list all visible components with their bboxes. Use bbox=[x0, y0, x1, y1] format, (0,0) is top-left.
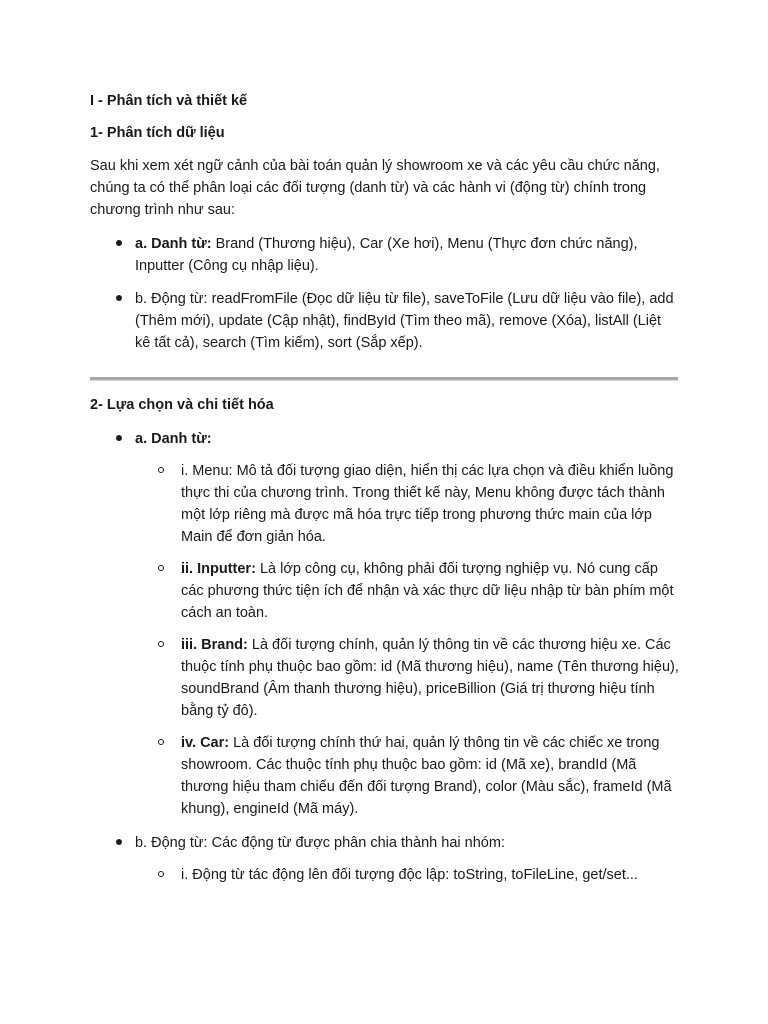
sublist-item-verbs-independent bbox=[181, 864, 681, 886]
sublist-item-car bbox=[181, 732, 681, 820]
sublist-item-brand bbox=[181, 634, 681, 722]
bullet-dot-icon bbox=[116, 240, 122, 246]
list-item-label: a. Danh từ: bbox=[135, 431, 212, 447]
bullet-circle-icon bbox=[158, 641, 164, 647]
section-heading-main: I - Phân tích và thiết kế bbox=[90, 93, 248, 109]
subsection-heading-analysis: 1- Phân tích dữ liệu bbox=[90, 125, 225, 141]
sublist-item-label: iv. Car: bbox=[181, 735, 230, 751]
sublist-item-text: i. Menu: Mô tả đối tượng giao diện, hiển thị các lựa chọn và điều khiển luồng thực thi của chương trình. Trong thiết kế này, Menu không được tách thành một lớp riêng mà được mã hóa trực tiếp trong phương thức main của lớp Main để đơn giản hóa. bbox=[181, 463, 674, 545]
intro-paragraph: Sau khi xem xét ngữ cảnh của bài toán quản lý showroom xe và các yêu cầu chức năng, chúng ta có thể phân loại các đối tượng (danh từ) và các hành vi (động từ) chính trong chương trình như sau: bbox=[90, 158, 660, 218]
list-item-text: b. Động từ: Các động từ được phân chia thành hai nhóm: bbox=[135, 835, 505, 851]
bullet-dot-icon bbox=[116, 839, 122, 845]
subsection-heading-selection: 2- Lựa chọn và chi tiết hóa bbox=[90, 397, 274, 413]
sublist-item-text: i. Động từ tác động lên đối tượng độc lập: toString, toFileLine, get/set... bbox=[181, 867, 638, 883]
sublist-item-text: Là lớp công cụ, không phải đối tượng nghiệp vụ. Nó cung cấp các phương thức tiện ích để nhận và xác thực dữ liệu nhập từ bàn phím một cách an toàn. bbox=[181, 561, 674, 621]
list-item-label: a. Danh từ: bbox=[135, 236, 212, 252]
sublist-item-inputter bbox=[181, 558, 681, 624]
sublist-item-menu bbox=[181, 460, 681, 548]
list-item-verbs-detail bbox=[135, 832, 680, 854]
bullet-dot-icon bbox=[116, 295, 122, 301]
sublist-item-label: iii. Brand: bbox=[181, 637, 248, 653]
bullet-circle-icon bbox=[158, 871, 164, 877]
sublist-item-text: Là đối tượng chính thứ hai, quản lý thông tin về các chiếc xe trong showroom. Các thuộc tính phụ thuộc bao gồm: id (Mã xe), brandId (Mã thương hiệu tham chiếu đến đối tượng Brand), color (Màu sắc), frameId (Mã khung), engineId (Mã máy). bbox=[181, 735, 672, 817]
bullet-dot-icon bbox=[116, 435, 122, 441]
horizontal-divider bbox=[90, 377, 678, 381]
sublist-item-text: Là đối tượng chính, quản lý thông tin về các thương hiệu xe. Các thuộc tính phụ thuộc bao gồm: id (Mã thương hiệu), name (Tên thương hiệu), soundBrand (Âm thanh thương hiệu), priceBillion (Giá trị thương hiệu tính bằng tỷ đô). bbox=[181, 637, 679, 719]
list-item-text: b. Động từ: readFromFile (Đọc dữ liệu từ file), saveToFile (Lưu dữ liệu vào file), add (Thêm mới), update (Cập nhật), findById (Tìm theo mã), remove (Xóa), listAll (Liệt kê tất cả), search (Tìm kiếm), sort (Sắp xếp). bbox=[135, 291, 674, 351]
bullet-circle-icon bbox=[158, 467, 164, 473]
list-item-nouns bbox=[135, 233, 680, 277]
bullet-circle-icon bbox=[158, 739, 164, 745]
list-item-nouns-detail bbox=[135, 428, 680, 450]
list-item-text: Brand (Thương hiệu), Car (Xe hơi), Menu (Thực đơn chức năng), Inputter (Công cụ nhập liệu). bbox=[135, 236, 638, 274]
bullet-circle-icon bbox=[158, 565, 164, 571]
list-item-verbs bbox=[135, 288, 680, 354]
sublist-item-label: ii. Inputter: bbox=[181, 561, 256, 577]
